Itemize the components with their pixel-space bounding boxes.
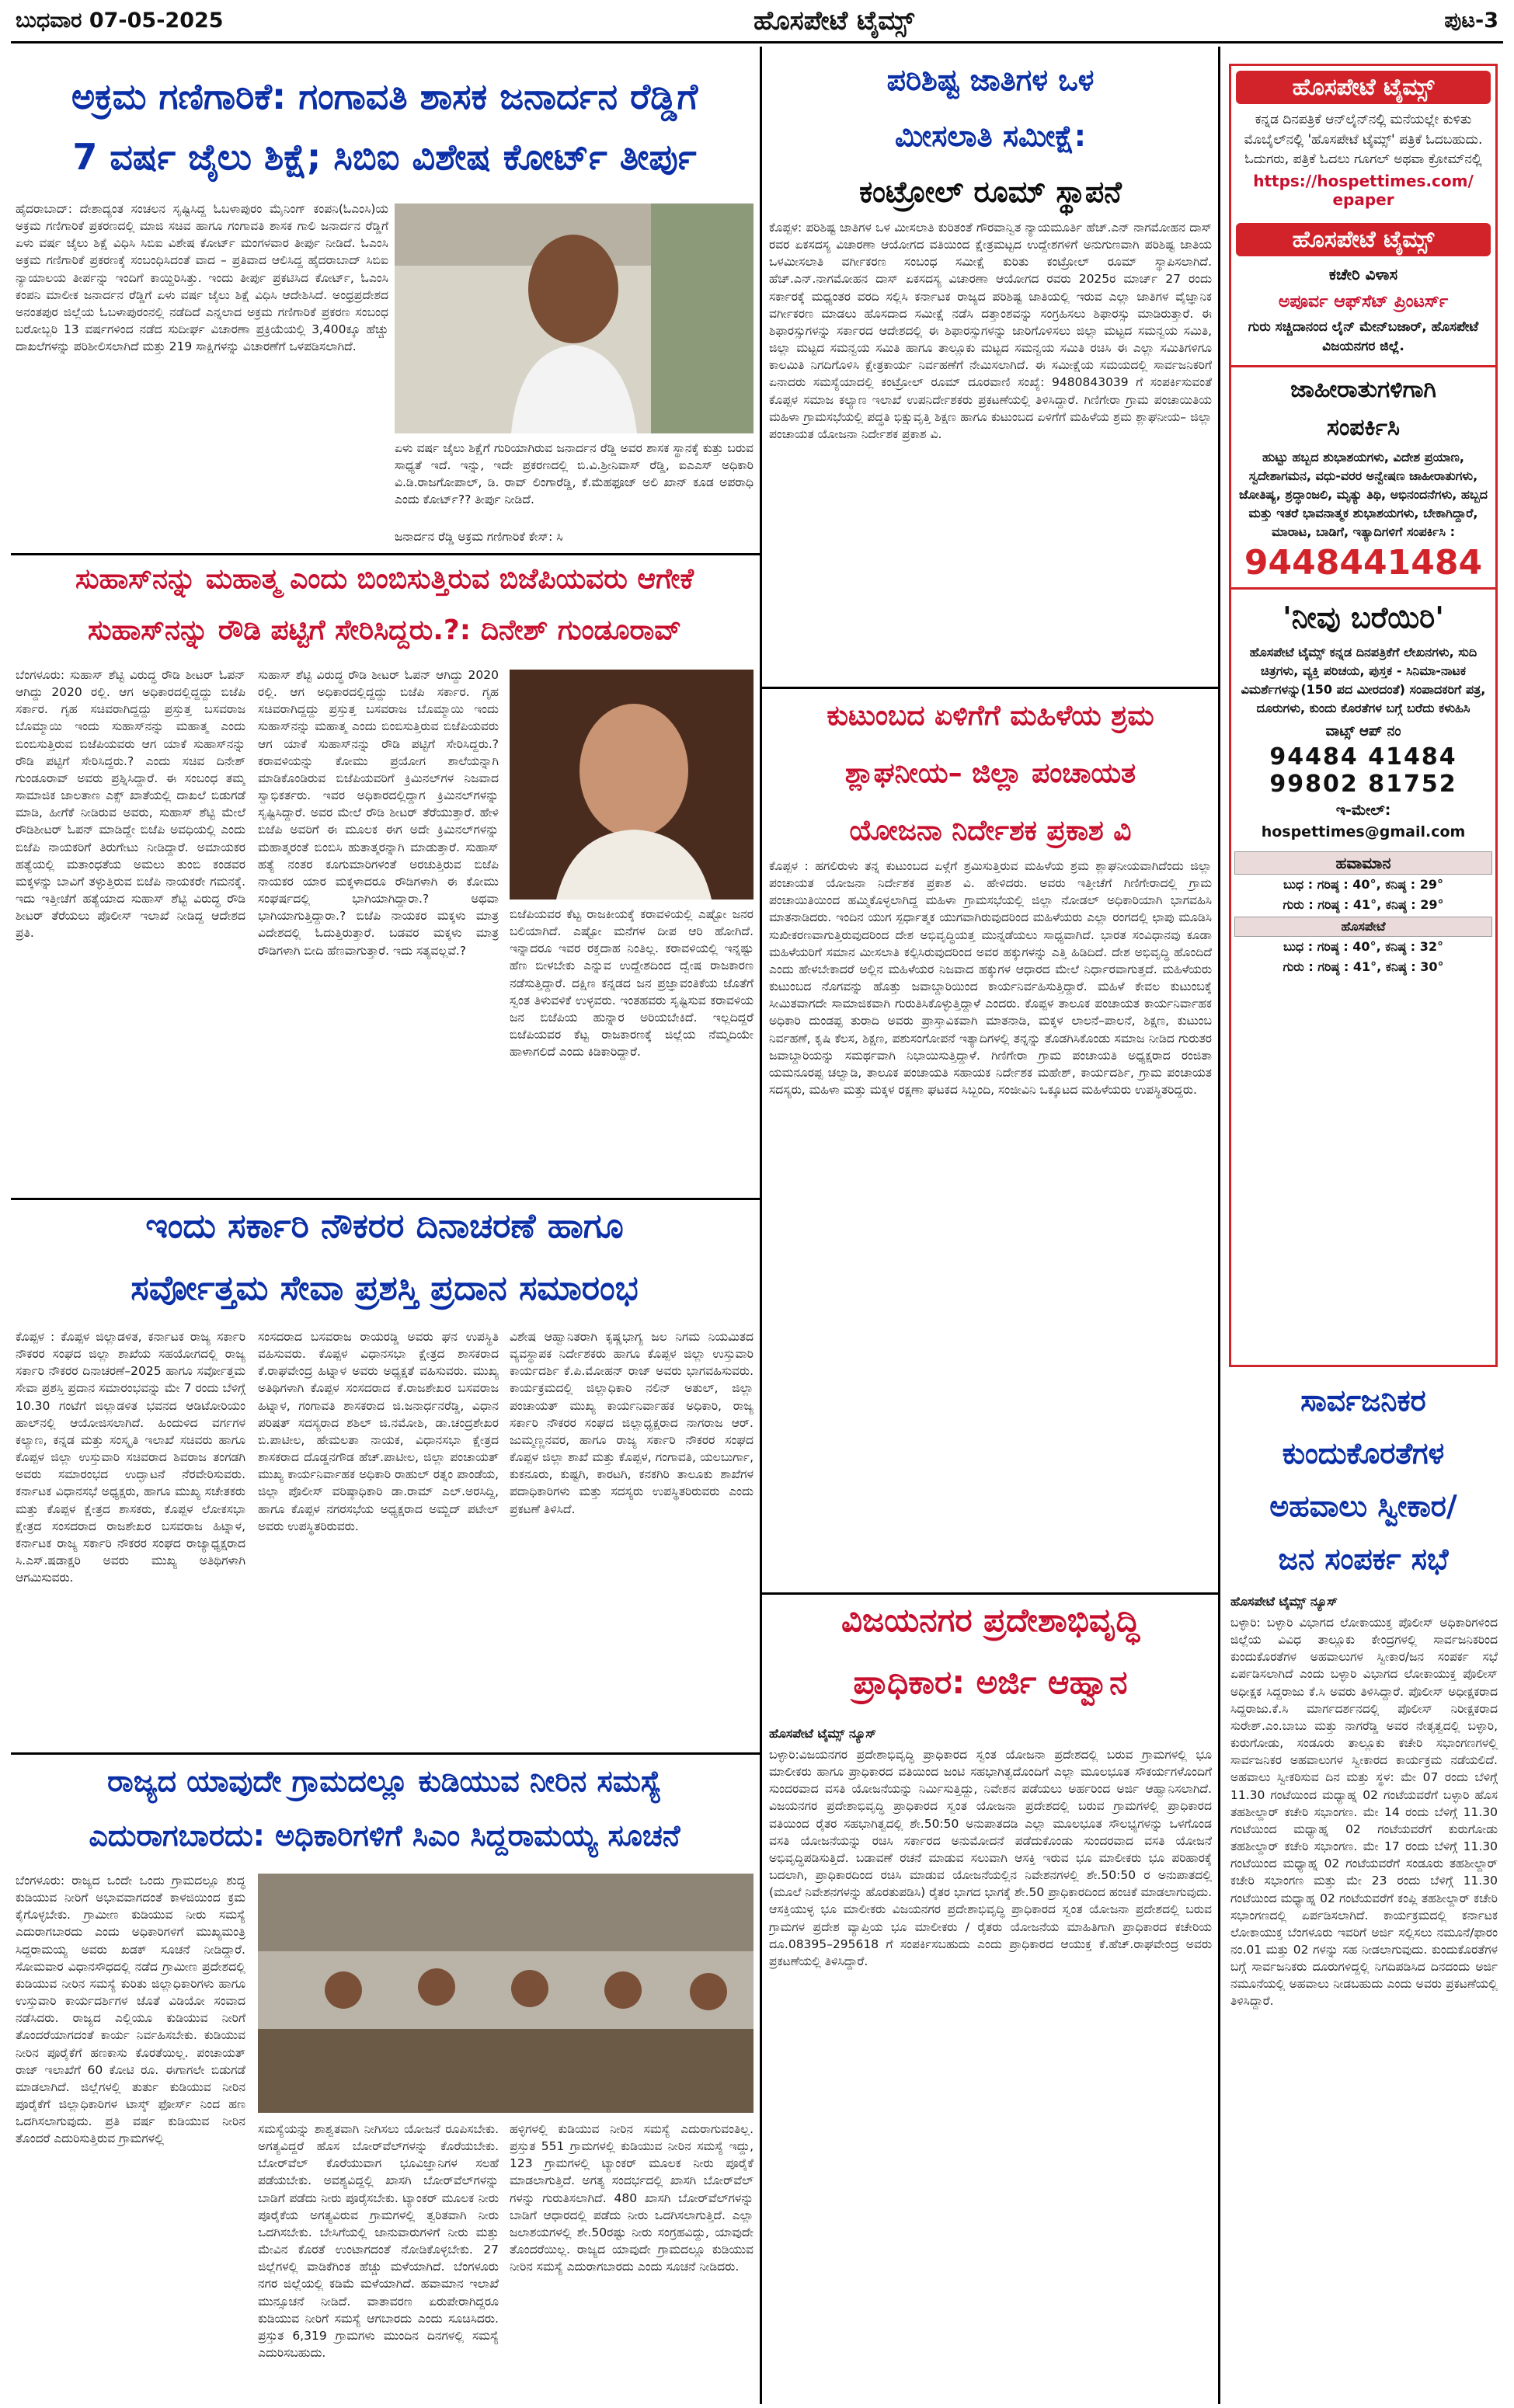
a2-headline-2: ಮೀಸಲಾತಿ ಸಮೀಕ್ಷೆ: [894,119,1086,153]
rule-a1 [11,553,760,555]
a6-headline-2: ಪ್ರಾಧಿಕಾರ: ಅರ್ಜಿ ಆಹ್ವಾನ [853,1663,1128,1701]
a5-headline-2: ಸರ್ವೋತ್ತಮ ಸೇವಾ ಪ್ರಶಸ್ತಿ ಪ್ರದಾನ ಸಮಾರಂಭ [131,1268,639,1308]
portrait-image [510,670,754,900]
a5-body-col-1: ಕೊಪ್ಪಳ : ಕೊಪ್ಪಳ ಜಿಲ್ಲಾಡಳಿತ, ಕರ್ನಾಟಕ ರಾಜ್ಯ ಸರ್ಕಾರಿ ನೌಕರರ ಸಂಘದ ಜಿಲ್ಲಾ ಶಾಖೆಯ ಸಹಯೋಗದಲ್ಲಿ ರಾಜ್ಯ ಸರ್ಕಾರಿ ನೌಕರರ ದಿನಾಚರಣೆ–2025 ಹಾಗೂ ಸರ್ವೋತ್ತಮ ಸೇವಾ ಪ್ರಶಸ್ತಿ ಪ್ರದಾನ ಸಮಾರಂಭವನ್ನು ಮೇ 7 ರಂದು ಬೆಳಿಗ್ಗೆ 10.30 ಗಂಟೆಗೆ ಜಿಲ್ಲಾಡಳಿತ ಭವನದ ಆಡಿಟೋರಿಯಂ ಹಾಲ್‌ನಲ್ಲಿ ಆಯೋಜಿಸಲಾಗಿದೆ. ಹಿಂದುಳಿದ ವರ್ಗಗಳ ಕಲ್ಯಾಣ, ಕನ್ನಡ ಮತ್ತು ಸಂಸ್ಕೃತಿ ಇಲಾಖೆ ಸಚಿವರು ಹಾಗೂ ಕೊಪ್ಪಳ ಜಿಲ್ಲಾ ಉಸ್ತುವಾರಿ ಸಚಿವರಾದ ಶಿವರಾಜ ತಂಗಡಗಿ ಅವರು ಸಮಾರಂಭದ ಉದ್ಘಾಟನೆ ನೆರವೇರಿಸುವರು. ಕರ್ನಾಟಕ ವಿಧಾನಸಭೆ ಅಧ್ಯಕ್ಷರು, ಹಾಗೂ ಮುಖ್ಯ ಸಚೇತಕರು ಮತ್ತು ಕೊಪ್ಪಳ ಕ್ಷೇತ್ರದ ಶಾಸಕರು, ಕೊಪ್ಪಳ ಲೋಕಸಭಾ ಕ್ಷೇತ್ರದ ಸಂಸದರಾದ ರಾಜಶೇಖರ ಬಸವರಾಜ ಹಿಟ್ನಾಳ, ಕರ್ನಾಟಕ ರಾಜ್ಯ ಸರ್ಕಾರಿ ನೌಕರರ ಸಂಘದ ರಾಜ್ಯಾಧ್ಯಕ್ಷರಾದ ಸಿ.ಎಸ್.ಷಡಾಕ್ಷರಿ ಅವರು ಮುಖ್ಯ ಅತಿಥಿಗಳಾಗಿ ಆಗಮಿಸುವರು. [16,1330,245,1585]
a2-body: ಕೊಪ್ಪಳ: ಪರಿಶಿಷ್ಟ ಜಾತಿಗಳ ಒಳ ಮೀಸಲಾತಿ ಕುರಿತಂತೆ ಗೌರವಾನ್ವಿತ ನ್ಯಾಯಮೂರ್ತಿ ಹೆಚ್.ಎನ್ ನಾಗಮೋಹನ ದಾಸ್ ರವರ ಏಕಸದಸ್ಯ ವಿಚಾರಣಾ ಆಯೋಗದ ವತಿಯಿಂದ ಕ್ಷೇತ್ರಮಟ್ಟದ ಉದ್ದೇಶಗಳಿಗೆ ಅನುಗುಣವಾಗಿ ಪರಿಶಿಷ್ಟ ಜಾತಿಯ ಒಳಮೀಸಲಾತಿ ವರ್ಗೀಕರಣ ಸಂಬಂಧ ಸಮೀಕ್ಷೆ ಕುರಿತು ಕಂಟ್ರೋಲ್ ರೂಮ್ ಸ್ಥಾಪಿಸಲಾಗಿದೆ. ಹೆಚ್.ಎನ್.ನಾಗಮೋಹನ ದಾಸ್ ಏಕಸದಸ್ಯ ವಿಚಾರಣಾ ಆಯೋಗದ ರವರು 2025ರ ಮಾರ್ಚ್ 27 ರಂದು ಸರ್ಕಾರಕ್ಕೆ ಮಧ್ಯಂತರ ವರದಿ ಸಲ್ಲಿಸಿ ಕರ್ನಾಟಕ ರಾಜ್ಯದ ಪರಿಶಿಷ್ಟ ಜಾತಿಯಲ್ಲಿ ಇರುವ ಎಲ್ಲಾ ಜಾತಿಗಳ ವೈಜ್ಞಾನಿಕ ವರ್ಗೀಕರಣ ಮಾಡಲು ಹೊಸದಾದ ಸಮೀಕ್ಷೆ ನಡೆಸಿ ದತ್ತಾಂಶವನ್ನು ಸಂಗ್ರಹಿಸಲು ಶಿಫಾರಸ್ಸು ಮಾಡಿರುತ್ತಾರೆ. ಈ ಶಿಫಾರಸ್ಸುಗಳನ್ನು ಸರ್ಕಾರದ ಆದೇಶದಲ್ಲಿ ಈ ಶಿಫಾರಸ್ಸುಗಳನ್ನು ಜಾರಿಗೊಳಿಸಲು ಜಿಲ್ಲಾ ಮಟ್ಟದ ಸಮನ್ವಯ ಸಮಿತಿ, ಜಿಲ್ಲಾ ಮಟ್ಟದ ಸಮನ್ವಯ ಸಮಿತಿ ಹಾಗೂ ತಾಲ್ಲೂಕು ಮಟ್ಟದ ಸಮನ್ವಯ ಸಮಿತಿ ರಚಿಸಿ ಈ ಎಲ್ಲಾ ಸಮಿತಿಗಳಿಗೂ ಕಾಲಮಿತಿ ನಿಗದಿಗೊಳಿಸಿ ಕ್ಷೇತ್ರಕಾರ್ಯ ನಿರ್ವಹಣೆಗೆ ನೇಮಿಸಲಾಗಿದೆ. ಈ ಸಮೀಕ್ಷೆಯ ಸಮಯದಲ್ಲಿ ಸಾರ್ವಜನಿಕರಿಗೆ ಏನಾದರು ಸಮಸ್ಯೆಯಾದಲ್ಲಿ ಕಂಟ್ರೋಲ್ ರೂಮ್ ದೂರವಾಣಿ ಸಂಖ್ಯೆ: 9480843039 ಗೆ ಸಂಪರ್ಕಿಸುವಂತೆ ಕೊಪ್ಪಳ ಸಮಾಜ ಕಲ್ಯಾಣ ಇಲಾಖೆ ಉಪನಿರ್ದೇಶಕರು ಪ್ರಕಟಣೆಯಲ್ಲಿ ತಿಳಿಸಿದ್ದಾರೆ. ಗಿಣಿಗೇರಾ ಗ್ರಾಮ ಪಂಚಾಯಿತಿಯ ಮಹಿಳಾ ಗ್ರಾಮಸಭೆಯಲ್ಲಿ ಪದ್ಧತಿ ಭಿಕ್ಷುವೃತ್ತಿ ಶಿಕ್ಷಣ ಹಾಗೂ ಕುಟುಂಬದ ಏಳಿಗೆಗೆ ಮಹಿಳೆಯ ಶ್ರಮ ಶ್ಲಾಘನೀಯ– ಜಿಲ್ಲಾ ಪಂಚಾಯತ ಯೋಜನಾ ನಿರ್ದೇಶಕ ಪ್ರಕಾಶ ವಿ. [769,221,1212,441]
a1-headline-2: 7 ವರ್ಷ ಜೈಲು ಶಿಕ್ಷೆ; ಸಿಬಿಐ ವಿಶೇಷ ಕೋರ್ಟ್ ತೀರ್ಪು [72,136,697,178]
a5-headline-1: ಇಂದು ಸರ್ಕಾರಿ ನೌಕರರ ದಿನಾಚರಣೆ ಹಾಗೂ [145,1206,624,1246]
a3-body-col-1: ಬೆಂಗಳೂರು: ಸುಹಾಸ್ ಶೆಟ್ಟಿ ವಿರುದ್ಧ ರೌಡಿ ಶೀಟರ್ ಓಪನ್ ಆಗಿದ್ದು 2020 ರಲ್ಲಿ. ಆಗ ಅಧಿಕಾರದಲ್ಲಿದ್ದದ್ದು ಬಿಜೆಪಿ ಸರ್ಕಾರ. ಗೃಹ ಸಚಿವರಾಗಿದ್ದದ್ದು ಪ್ರಸ್ತುತ್ತ ಬಸವರಾಜ ಬೊಮ್ಮಾಯಿ ಇಂದು ಸುಹಾಸ್‌ನನ್ನು ಮಹಾತ್ಮ ಎಂದು ಬಿಂಬಿಸುತ್ತಿರುವ ಬಿಜೆಪಿಯವರು ಆಗ ಯಾಕೆ ಸುಹಾಸ್‌ನನ್ನು ರೌಡಿ ಪಟ್ಟಿಗೆ ಸೇರಿಸಿದ್ದರು.? ಎಂದು ಸಚಿವ ದಿನೇಶ್ ಗುಂಡೂರಾವ್ ಅವರು ಪ್ರಶ್ನಿಸಿದ್ದಾರೆ. ಈ ಸಂಬಂಧ ತಮ್ಮ ಸಾಮಾಜಿಕ ಜಾಲತಾಣ ಎಕ್ಸ್ ಖಾತೆಯಲ್ಲಿ ದಾಖಲೆ ಬಿಡುಗಡೆ ಮಾಡಿ, ಹೀಗೆಕೆ ನೀಡಿರುವ ಅವರು, ಸುಹಾಸ್ ಶೆಟ್ಟಿ ಮೇಲೆ ರೌಡಿಶೀಟರ್ ಓಪನ್ ಮಾಡಿದ್ದೇ ಬಿಜೆಪಿ ಅವಧಿಯಲ್ಲಿ ಎಂದು ಬಿಜೆಪಿ ನಾಯಕರಿಗೆ ತಿರುಗೇಟು ನೀಡಿದ್ದಾರೆ. ಅಮಾಯಕರ ಹತ್ಯೆಯಲ್ಲಿ ಮತಾಂಧತೆಯ ಅಮಲು ತುಂಬಿ ಕಂಡವರ ಮಕ್ಕಳನ್ನು ಬಾವಿಗೆ ತಳ್ಳುತ್ತಿರುವ ಬಿಜೆಪಿ ನಾಯಕರೇ ಗಮನಕ್ಕೆ. ಇದು ಇತ್ತೀಚೆಗೆ ಹತ್ಯೆಯಾದ ಸುಹಾಸ್ ಶೆಟ್ಟಿ ವಿರುದ್ಧ ರೌಡಿ ಶೀಟರ್ ತೆರೆಯಲು ಪೊಲೀಸ್ ಇಲಾಖೆ ನೀಡಿದ್ದ ಆದೇಶದ ಪ್ರತಿ. [16,668,245,941]
a3-headline-1: ಸುಹಾಸ್‌ನನ್ನು ಮಹಾತ್ಮ ಎಂದು ಬಿಂಬಿಸುತ್ತಿರುವ ಬಿಜೆಪಿಯವರು ಆಗೇಕೆ [75,563,694,595]
a8-headline-3: ಅಹವಾಲು ಸ್ವೀಕಾರ/ [1269,1489,1457,1523]
weather-row-3: ಬುಧ : ಗರಿಷ್ಠ : 40°, ಕನಿಷ್ಠ : 32° [1283,938,1443,954]
ads-title-1: ಜಾಹೀರಾತುಗಳಿಗಾಗಿ [1290,375,1436,403]
meeting-image [258,1874,754,2113]
email[interactable]: ಇ-ಮೇಲ್: hospettimes@gmail.com [1261,801,1466,840]
epaper-text: ಕನ್ನಡ ದಿನಪತ್ರಿಕೆ ಆನ್‌ಲೈನ್‌ನಲ್ಲಿ ಮನೆಯಲ್ಲೇ ಕುಳಿತು ಮೊಬೈಲ್‌ನಲ್ಲಿ 'ಹೊಸಪೇಟೆ ಟೈಮ್ಸ್' ಪತ್ರಿಕೆ ಓದಬಹುದು. ಓದುಗರು, ಪತ್ರಿಕೆ ಓದಲು ಗೂಗಲ್ ಅಥವಾ ಕ್ರೋಮ್‌ನಲ್ಲಿ [1244,112,1483,167]
a8-headline-2: ಕುಂದುಕೊರತೆಗಳ [1282,1436,1445,1470]
rule-a5 [11,1752,760,1755]
epaper-word[interactable]: epaper [1332,190,1394,209]
a8-headline-1: ಸಾರ್ವಜನಿಕರ [1300,1383,1426,1418]
sidebar-brand-1: ಹೊಸಪೇಟೆ ಟೈಮ್ಸ್ [1236,71,1491,104]
a7-body-col-2: ಸಮಸ್ಯೆಯನ್ನು ಶಾಶ್ವತವಾಗಿ ನೀಗಿಸಲು ಯೋಜನೆ ರೂಪಿಸಬೇಕು. ಅಗತ್ಯವಿದ್ದರೆ ಹೊಸ ಬೋರ್‌ವೆಲ್‌ಗಳನ್ನು ಕೊರೆಯಬೇಕು. ಬೋರ್‌ವೆಲ್ ಕೊರೆಯುವಾಗ ಭೂವಿಜ್ಞಾನಿಗಳ ಸಲಹೆ ಪಡೆಯಬೇಕು. ಅವಶ್ಯವಿದ್ದಲ್ಲಿ ಖಾಸಗಿ ಬೋರ್‌ವೆಲ್‌ಗಳನ್ನು ಬಾಡಿಗೆ ಪಡೆದು ನೀರು ಪೂರೈಸಬೇಕು. ಟ್ಯಾಂಕರ್ ಮೂಲಕ ನೀರು ಪೂರೈಕೆಯ ಅಗತ್ಯವಿರುವ ಗ್ರಾಮಗಳಲ್ಲಿ ತ್ವರಿತವಾಗಿ ನೀರು ಒದಗಿಸಬೇಕು. ಬೇಸಿಗೆಯಲ್ಲಿ ಜಾನುವಾರುಗಳಿಗೆ ನೀರು ಮತ್ತು ಮೇವಿನ ಕೊರತೆ ಉಂಟಾಗದಂತೆ ನೋಡಿಕೊಳ್ಳಬೇಕು. 27 ಜಿಲ್ಲೆಗಳಲ್ಲಿ ವಾಡಿಕೆಗಿಂತ ಹೆಚ್ಚು ಮಳೆಯಾಗಿದೆ. ಬೆಂಗಳೂರು ನಗರ ಜಿಲ್ಲೆಯಲ್ಲಿ ಕಡಿಮೆ ಮಳೆಯಾಗಿದೆ. ಹವಾಮಾನ ಇಲಾಖೆ ಮುನ್ಸೂಚನೆ ನೀಡಿದೆ. ವಾತಾವರಣ ಏರುಪೇರಾಗಿದ್ದರೂ ಕುಡಿಯುವ ನೀರಿಗೆ ಸಮಸ್ಯೆ ಆಗಬಾರದು ಎಂದು ಸೂಚಿಸಿದರು. ಪ್ರಸ್ತುತ 6,319 ಗ್ರಾಮಗಳು ಮುಂದಿನ ದಿನಗಳಲ್ಲಿ ಸಮಸ್ಯೆ ಎದುರಿಸಬಹುದು. [258,2122,499,2361]
sidebar-box [1229,64,1498,1367]
phone-2: 99802 81752 [1269,770,1457,798]
masthead-date: ಬುಧವಾರ 07-05-2025 [16,8,224,33]
write-to-us-title: 'ನೀವು ಬರೆಯಿರಿ' [1283,600,1444,635]
a6-body: ಬಳ್ಳಾರಿ:ವಿಜಯನಗರ ಪ್ರದೇಶಾಭಿವೃದ್ಧಿ ಪ್ರಾಧಿಕಾರದ ಸ್ವಂತ ಯೋಜನಾ ಪ್ರದೇಶದಲ್ಲಿ ಬರುವ ಗ್ರಾಮಗಳಲ್ಲಿ ಭೂ ಮಾಲೀಕರು ಹಾಗೂ ಪ್ರಾಧಿಕಾರದ ವತಿಯಿಂದ ಜಂಟಿ ಸಹಭಾಗಿತ್ವದೊಂದಿಗೆ ಎಲ್ಲಾ ಮೂಲಭೂತ ಸೌಕರ್ಯಗಳೊಂದಿಗೆ ಸುಂದರವಾದ ವಸತಿ ಯೋಜನೆಯನ್ನು ನಿರ್ಮಿಸುತ್ತಿದ್ದು, ನಿವೇಶನ ಪಡೆಯಲು ಅರ್ಹರಿಂದ ಅರ್ಜಿ ಆಹ್ವಾನಿಸಲಾಗಿದೆ. ವಿಜಯನಗರ ಪ್ರದೇಶಾಭಿವೃದ್ಧಿ ಪ್ರಾಧಿಕಾರದ ಸ್ವಂತ ಯೋಜನಾ ಪ್ರದೇಶದಲ್ಲಿ ಬರುವ ಗ್ರಾಮಗಳಲ್ಲಿ ಪ್ರಾಧಿಕಾರದ ವತಿಯಿಂದ ರೈತರ ಸಹಭಾಗಿತ್ವದಲ್ಲಿ ಶೇ.50:50 ಅನುಪಾತದಡಿ ಎಲ್ಲಾ ಮೂಲಭೂತ ಸೌಲಭ್ಯಗಳನ್ನು ಒಳಗೊಂಡ ವಸತಿ ಯೋಜನೆಯನ್ನು ರಚಿಸಿ ಸರ್ಕಾರದ ಅನುಮೋದನೆ ಪಡೆದುಕೊಂಡು ಸುಂದರವಾದ ವಸತಿ ಯೋಜನೆ ಅಭಿವೃದ್ಧಿಪಡಿಸುತ್ತಿದೆ. ಬಡಾವಣೆ ರಚನೆ ಮಾಡುವ ಸಲುವಾಗಿ ಆಸಕ್ತಿ ಇರುವ ಭೂ ಮಾಲೀಕರು ಭೂ ಪರಿಹಾರಕ್ಕೆ ಬದಲಾಗಿ, ಪ್ರಾಧಿಕಾರದಿಂದ ರಚಿಸಿ ಮಾಡುವ ಯೋಜನೆಯಲ್ಲಿನ ನಿವೇಶನಗಳಲ್ಲಿ ಶೇ.50:50 ರ ಅನುಪಾತದಲ್ಲಿ (ಮೂಲೆ ನಿವೇಶನಗಳನ್ನು ಹೊರತುಪಡಿಸಿ) ರೈತರ ಭಾಗದ ಭಾಗಕ್ಕೆ ಶೇ.50 ಪ್ರಾಧಿಕಾರದಿಂದ ಹಂಚಿಕೆ ಮಾಡಲಾಗುವುದು. ಆಸಕ್ತಿಯುಳ್ಳ ಭೂ ಮಾಲೀಕರು ವಿಜಯನಗರ ಪ್ರದೇಶಾಭಿವೃದ್ಧಿ ಪ್ರಾಧಿಕಾರದ ಸ್ವಂತ ಯೋಜನಾ ಪ್ರದೇಶದಲ್ಲಿ ಬರುವ ಗ್ರಾಮಗಳ ಪ್ರದೇಶ ವ್ಯಾಪ್ತಿಯ ಭೂ ಮಾಲೀಕರು / ರೈತರು ಯೋಜನೆಯ ಮಾಹಿತಿಗಾಗಿ ಪ್ರಾಧಿಕಾರದ ಕಚೇರಿಯ ದೂ.08395–295618 ಗೆ ಸಂಪರ್ಕಿಸಬಹುದು ಎಂದು ಪ್ರಾಧಿಕಾರದ ಆಯುಕ್ತ ಕೆ.ಹೆಚ್.ರಾಘವೇಂದ್ರ ಅವರು ಪ್ರಕಟಣೆಯಲ್ಲಿ ತಿಳಿಸಿದ್ದಾರೆ. [769,1748,1212,1968]
whatsapp-label: ವಾಟ್ಸ್ ಆಪ್ ನಂ [1325,722,1401,739]
weather-row-2: ಗುರು : ಗರಿಷ್ಠ : 41°, ಕನಿಷ್ಠ : 29° [1283,896,1444,912]
a7-photo [258,1874,754,2113]
masthead-page-number: ಪುಟ-3 [1444,8,1498,33]
epaper-url[interactable]: https://hospettimes.com/ [1253,171,1474,190]
a2-headline-1: ಪರಿಶಿಷ್ಟ ಜಾತಿಗಳ ಒಳ [886,63,1095,97]
write-to-us-text: ಹೊಸಪೇಟೆ ಟೈಮ್ಸ್ ಕನ್ನಡ ದಿನಪತ್ರಿಕೆಗೆ ಲೇಖನಗಳು, ಸುದಿ ಚಿತ್ರಗಳು, ವ್ಯಕ್ತಿ ಪರಿಚಯ, ಪುಸ್ತಕ - ಸಿನಿಮಾ-ನಾಟಕ ವಿಮರ್ಶೆಗಳನ್ನು(150 ಪದ ಮೀರದಂತೆ) ಸಂಪಾದಕರಿಗೆ ಪತ್ರ, ದೂರುಗಳು, ಕುಂದು ಕೊರತೆಗಳ ಬಗ್ಗೆ ಬರೆದು ಕಳುಹಿಸಿ [1241,644,1486,715]
a1-body: ಹೈದರಾಬಾದ್: ದೇಶಾದ್ಯಂತ ಸಂಚಲನ ಸೃಷ್ಟಿಸಿದ್ದ ಓಬಳಾಪುರಂ ಮೈನಿಂಗ್ ಕಂಪನಿ(ಓಎಂಸಿ)ಯ ಅಕ್ರಮ ಗಣಿಗಾರಿಕೆ ಪ್ರಕರಣದಲ್ಲಿ ಮಾಜಿ ಸಚಿವ ಹಾಗೂ ಗಂಗಾವತಿ ಶಾಸಕ ಗಾಲಿ ಜನಾರ್ದನ ರೆಡ್ಡಿಗೆ ಏಳು ವರ್ಷ ಜೈಲು ಶಿಕ್ಷೆ ವಿಧಿಸಿ ಸಿಬಿಐ ವಿಶೇಷ ಕೋರ್ಟ್ ಮಂಗಳವಾರ ತೀರ್ಪು ನೀಡಿದೆ. ಓಎಂಸಿ ಅಕ್ರಮ ಗಣಿಗಾರಿಕೆ ಪ್ರಕರಣಕ್ಕೆ ಸಂಬಂಧಿಸಿದಂತೆ ವಾದ – ಪ್ರತಿವಾದ ಆಲಿಸಿದ್ದ ಹೈದರಾಬಾದ್ ಸಿಬಿಐ ನ್ಯಾಯಾಲಯ ತೀರ್ಪನ್ನು ಇಂದಿಗೆ ಕಾಯ್ದಿರಿಸಿತ್ತು. ಇಂದು ತೀರ್ಪು ಪ್ರಕಟಿಸಿದ ಕೋರ್ಟ್, ಓಎಂಸಿ ಕಂಪನಿ ಮಾಲೀಕ ಜನಾರ್ದನ ರೆಡ್ಡಿಗೆ ಏಳು ವರ್ಷ ಜೈಲು ಶಿಕ್ಷೆ ವಿಧಿಸಿ ಆದೇಶಿಸಿದೆ. ಅಂಧ್ರಪ್ರದೇಶದ ಅನಂತಪುರ ಜಿಲ್ಲೆಯ ಓಬಳಾಪುರಂನಲ್ಲಿ ನಡೆದಿದೆ ಎನ್ನಲಾದ ಅಕ್ರಮ ಗಣಿಗಾರಿಕೆ ಪ್ರಕರಣ ಸಂಬಂಧ ಬರೋಬ್ಬರಿ 13 ವರ್ಷಗಳಿಂದ ನಡೆದ ಸುದೀರ್ಘ ವಿಚಾರಣಾ ಪ್ರಕ್ರಿಯೆಯಲ್ಲಿ 3,400ಕ್ಕೂ ಹೆಚ್ಚು ದಾಖಲೆಗಳನ್ನು ಪರಿಶೀಲಿಸಲಾಗಿದೆ ಮತ್ತು 219 ಸಾಕ್ಷಿಗಳನ್ನು ವಿಚಾರಣೆಗೆ ಒಳಪಡಿಸಲಾಗಿದೆ. [16,202,388,354]
a4-body: ಕೊಪ್ಪಳ : ಹಗಲಿರುಳು ತನ್ನ ಕುಟುಂಬದ ಏಳ್ಗೆಗೆ ಶ್ರಮಿಸುತ್ತಿರುವ ಮಹಿಳೆಯ ಶ್ರಮ ಶ್ಲಾಘನೀಯವಾಗಿದೆಂದು ಜಿಲ್ಲಾ ಪಂಚಾಯತ ಯೋಜನಾ ನಿರ್ದೇಶಕ ಪ್ರಕಾಶ ವಿ. ಹೇಳಿದರು. ಅವರು ಇತ್ತೀಚೆಗೆ ಗಿಣಿಗೇರಾದಲ್ಲಿ ಗ್ರಾಮ ಪಂಚಾಯಿತಿಯಿಂದ ಹಮ್ಮಿಕೊಳ್ಳಲಾಗಿದ್ದ ಮಹಿಳಾ ಗ್ರಾಮಸಭೆಯಲ್ಲಿ ಜಿಲ್ಲಾ ನೋಡಲ್ ಅಧಿಕಾರಿಯಾಗಿ ಭಾಗವಹಿಸಿ ಮಾತನಾಡಿದರು. ಇಂದಿನ ಯುಗ ಸ್ಪರ್ಧಾತ್ಮಕ ಯುಗವಾಗಿರುವುದರಿಂದ ಮಹಿಳೆಯರು ಎಲ್ಲಾ ರಂಗದಲ್ಲಿ ಛಾಪು ಮೂಡಿಸಿ ಸುಖೀಕರಣವಾಗುತ್ತಿರುವುದರಿಂದ ದೇಶ ಅಭಿವೃದ್ಧಿಯತ್ತ ಮುನ್ನಡೆಯಲು ಸಾಧ್ಯವಾಗಿದೆ. ಭಾರತ ಸಂವಿಧಾನವು ಕೂಡಾ ಮಹಿಳೆಯರಿಗೆ ಸಮಾನ ಮೀಸಲಾತಿ ಕಲ್ಪಿಸಿರುವುದರಿಂದ ಅವರ ಹಕ್ಕುಗಳನ್ನು ಎತ್ತಿ ಹಿಡಿದಿದೆ. ದೇಶ ಅಭಿವೃದ್ಧಿ ಹೊಂದಿದೆ ಎಂದು ಹೇಳಬೇಕಾದರೆ ಅಲ್ಲಿನ ಮಹಿಳೆಯರ ನಿಜವಾದ ಹಕ್ಕುಗಳ ಆಧಾರದ ಮೇಲೆ ನಿರ್ಧಾರವಾಗುತ್ತದೆ. ಮಹಿಳೆಯರು ಕುಟುಂಬದ ನೊಗವನ್ನು ಹೊತ್ತು ಜವಾಬ್ದಾರಿಯಿಂದ ಕಾರ್ಯನಿರ್ವಹಿಸುತ್ತಿದ್ದಾರೆ. ಮಹಿಳೆ ಕೇವಲ ಕುಟುಂಬಕ್ಕೆ ಸೀಮಿತವಾಗದೇ ಸಾಮಾಜಿಕವಾಗಿ ಗುರುತಿಸಿಕೊಳ್ಳುತ್ತಿದ್ದಾಳೆ ಎಂದರು. ಕೊಪ್ಪಳ ತಾಲೂಕ ಪಂಚಾಯತ ಕಾರ್ಯನಿರ್ವಾಹಕ ಅಧಿಕಾರಿ ದುಂಡಪ್ಪ ತುರಾದಿ ಅವರು ಪ್ರಾಸ್ತಾವಿಕವಾಗಿ ಮಾತನಾಡಿ, ಮಕ್ಕಳ ಲಾಲನೆ–ಪಾಲನೆ, ಶಿಕ್ಷಣ, ಕುಟುಂಬ ನಿರ್ವಹಣೆ, ಕೃಷಿ ಕೆಲಸ, ಶಿಕ್ಷಣ, ಪಶುಸಂಗೋಪನೆ ಇತ್ಯಾದಿಗಳಲ್ಲಿ ತನ್ನನ್ನು ತೊಡಗಿಸಿಕೊಂಡು ಸಮಾಜ ನೀಡಿದ ಗುರುತರ ಜವಾಬ್ದಾರಿಯನ್ನು ಸಮರ್ಥವಾಗಿ ನಿಭಾಯಿಸುತ್ತಿದ್ದಾಳೆ. ಗಿಣಿಗೇರಾ ಗ್ರಾಮ ಪಂಚಾಯತಿ ಅಧ್ಯಕ್ಷರಾದ ರಂಜಿತಾ ಯಮನೂರಪ್ಪ ಚಲ್ವಾಡಿ, ತಾಲೂಕ ಪಂಚಾಯತಿ ಸಹಾಯಕ ನಿರ್ದೇಶಕ ಮಹೇಶ್, ಕಾರ್ಯದರ್ಶಿ, ಗ್ರಾಮ ಪಂಚಾಯತ ಸದಸ್ಯರು, ಮಹಿಳಾ ಮತ್ತು ಮಕ್ಕಳ ರಕ್ಷಣಾ ಘಟಕದ ಸಿಬ್ಬಂದಿ, ಸಂಜೀವಿನಿ ಒಕ್ಕೂಟದ ಮಹಿಳೆಯರು ಉಪಸ್ಥಿತರಿದ್ದರು. [769,859,1212,1098]
a4-headline-3: ಯೋಜನಾ ನಿರ್ದೇಶಕ ಪ್ರಕಾಶ ವಿ [849,815,1132,847]
a6-byline: ಹೊಸಪೇಟೆ ಟೈಮ್ಸ್ ನ್ಯೂಸ್ [769,1726,876,1741]
ads-phone: 9448441484 [1244,542,1483,583]
a3-body-col-2: ಸುಹಾಸ್ ಶೆಟ್ಟಿ ವಿರುದ್ಧ ರೌಡಿ ಶೀಟರ್ ಓಪನ್ ಆಗಿದ್ದು 2020 ರಲ್ಲಿ. ಆಗ ಅಧಿಕಾರದಲ್ಲಿದ್ದದ್ದು ಬಿಜೆಪಿ ಸರ್ಕಾರ. ಗೃಹ ಸಚಿವರಾಗಿದ್ದದ್ದು ಪ್ರಸ್ತುತ್ತ ಬಸವರಾಜ ಬೊಮ್ಮಾಯಿ ಇಂದು ಸುಹಾಸ್‌ನನ್ನು ಮಹಾತ್ಮ ಎಂದು ಬಿಂಬಿಸುತ್ತಿರುವ ಬಿಜೆಪಿಯವರು ಆಗ ಯಾಕೆ ಸುಹಾಸ್‌ನನ್ನು ರೌಡಿ ಪಟ್ಟಿಗೆ ಸೇರಿಸಿದ್ದರು.? ಕರಾವಳಿಯನ್ನು ಕೋಮು ಪ್ರಯೋಗ ಶಾಲೆಯನ್ನಾಗಿ ಮಾಡಿಕೊಂಡಿರುವ ಬಿಜೆಪಿಯವರಿಗೆ ಕ್ರಿಮಿನಲ್‌ಗಳ ನಿಜವಾದ ಸ್ವಾಭಿಕರ್ತರು. ಇವರ ಅಧಿಕಾರದಲ್ಲಿದ್ದಾಗ ಕ್ರಿಮಿನಲ್‌ಗಳನ್ನು ಸೃಷ್ಟಿಸಿದ್ದಾರೆ. ಅವರ ಮೇಲೆ ರೌಡಿ ಶೀಟರ್ ತೆರೆಯುತ್ತಾರೆ. ಹೇಳಿ ಬಿಜೆಪಿ ಅವರಿಗೆ ಈ ಮೂಲಕ ಈಗ ಅದೇ ಕ್ರಿಮಿನಲ್‌ಗಳನ್ನು ಮಹಾತ್ಮರಂತೆ ಬಿಂಬಿಸಿ ಹುತಾತ್ಮರನ್ನಾಗಿ ಮಾಡುತ್ತಾರೆ. ಸುಹಾಸ್ ಹತ್ಯೆ ನಂತರ ಕೂಗುಮಾರಿಗಳಂತೆ ಅರಚುತ್ತಿರುವ ಬಿಜೆಪಿ ನಾಯಕರ ಯಾರ ಮಕ್ಕಳಾದರೂ ರೌಡಿಗಳಾಗಿ ಈ ಕೋಮು ಸಂಘರ್ಷದಲ್ಲಿ ಭಾಗಿಯಾಗಿದ್ದಾರಾ.? ಅಥವಾ ಭಾಗಿಯಾಗುತ್ತಿದ್ದಾರಾ.? ಬಿಜೆಪಿ ನಾಯಕರ ಮಕ್ಕಳು ಮಾತ್ರ ವಿದೇಶದಲ್ಲಿ ಓದುತ್ತಿರುತ್ತಾರೆ. ಬಡವರ ಮಕ್ಕಳು ಮಾತ್ರ ರೌಡಿಗಳಾಗಿ ಬೀದಿ ಹೆಣವಾಗುತ್ತಾರೆ. ಇದು ಸತ್ಯವಲ್ಲವೆ.? [258,668,499,958]
rule-a4 [760,1592,1218,1595]
rule-a2 [760,687,1218,689]
a8-byline: ಹೊಸಪೇಟೆ ಟೈಮ್ಸ್ ನ್ಯೂಸ್ [1230,1594,1338,1609]
office-name: ಅಪೂರ್ವ ಆಫ್‌ಸೆಟ್ ಪ್ರಿಂಟರ್ಸ್ [1278,291,1449,311]
rule-a3 [11,1198,760,1200]
portrait-image [395,204,754,433]
a6-headline-1: ವಿಜಯನಗರ ಪ್ರದೇಶಾಭಿವೃದ್ಧಿ [841,1601,1140,1639]
a2-headline-3: ಕಂಟ್ರೋಲ್ ರೂಮ್ ಸ್ಥಾಪನೆ [859,175,1122,209]
ads-title-2: ಸಂಪರ್ಕಿಸಿ [1327,413,1400,441]
a5-body-col-2: ಸಂಸದರಾದ ಬಸವರಾಜ ರಾಯರಡ್ಡಿ ಅವರು ಘನ ಉಪಸ್ಥಿತಿ ವಹಿಸುವರು. ಕೊಪ್ಪಳ ವಿಧಾನಸಭಾ ಕ್ಷೇತ್ರದ ಶಾಸಕರಾದ ಕೆ.ರಾಘವೇಂದ್ರ ಹಿಟ್ನಾಳ ಅವರು ಅಧ್ಯಕ್ಷತೆ ವಹಿಸುವರು. ಮುಖ್ಯ ಅತಿಥಿಗಳಾಗಿ ಕೊಪ್ಪಳ ಸಂಸದರಾದ ಕೆ.ರಾಜಶೇಖರ ಬಸವರಾಜ ಹಿಟ್ನಾಳ, ಗಂಗಾವತಿ ಶಾಸಕರಾದ ಜಿ.ಜನಾರ್ಧನರೆಡ್ಡಿ, ವಿಧಾನ ಪರಿಷತ್ ಸದಸ್ಯರಾದ ಶಶಿಲ್ ಜಿ.ನಮೋಶಿ, ಡಾ.ಚಂದ್ರಶೇಖರ ಬಿ.ಪಾಟೀಲ, ಹೇಮಲತಾ ನಾಯಕ, ವಿಧಾನಸಭಾ ಕ್ಷೇತ್ರದ ಶಾಸಕರಾದ ದೊಡ್ಡನಗೌಡ ಹೆಚ್.ಪಾಟೀಲ, ಜಿಲ್ಲಾ ಪಂಚಾಯತ್ ಮುಖ್ಯ ಕಾರ್ಯನಿರ್ವಾಹಕ ಅಧಿಕಾರಿ ರಾಹುಲ್ ರತ್ನಂ ಪಾಂಡೆಯ, ಜಿಲ್ಲಾ ಪೊಲೀಸ್ ವರಿಷ್ಠಾಧಿಕಾರಿ ಡಾ.ರಾಮ್ ಎಲ್.ಅರಸಿದ್ದಿ, ಹಾಗೂ ಕೊಪ್ಪಳ ನಗರಸಭೆಯ ಅಧ್ಯಕ್ಷರಾದ ಅಮ್ಜದ್ ಪಟೇಲ್ ಅವರು ಉಪಸ್ಥಿತರಿರುವರು. [258,1330,499,1533]
office-address: ಗುರು ಸಚ್ಚಿದಾನಂದ ಲೈನ್ ಮೇನ್‌ಬಜಾರ್, ಹೊಸಪೇಟೆ ವಿಜಯನಗರ ಜಿಲ್ಲೆ. [1248,318,1479,354]
column-rule-1 [760,47,762,2404]
a5-body-col-3: ವಿಶೇಷ ಆಹ್ವಾನಿತರಾಗಿ ಕೃಷ್ಣಭಾಗ್ಯ ಜಲ ನಿಗಮ ನಿಯಮಿತದ ವ್ಯವಸ್ಥಾಪಕ ನಿರ್ದೇಶಕರು ಹಾಗೂ ಕೊಪ್ಪಳ ಜಿಲ್ಲಾ ಉಸ್ತುವಾರಿ ಕಾರ್ಯದರ್ಶಿ ಕೆ.ಪಿ.ಮೋಹನ್ ರಾಜ್ ಅವರು ಭಾಗವಹಿಸುವರು. ಕಾರ್ಯಕ್ರಮದಲ್ಲಿ ಜಿಲ್ಲಾಧಿಕಾರಿ ನಲಿನ್ ಅತುಲ್, ಜಿಲ್ಲಾ ಪಂಚಾಯತ್ ಮುಖ್ಯ ಕಾರ್ಯನಿರ್ವಾಹಕ ಅಧಿಕಾರಿ, ರಾಜ್ಯ ಸರ್ಕಾರಿ ನೌಕರರ ಸಂಘದ ಜಿಲ್ಲಾಧ್ಯಕ್ಷರಾದ ನಾಗರಾಜ ಆರ್. ಜುಮ್ಮಣ್ಣನವರ, ಹಾಗೂ ರಾಜ್ಯ ಸರ್ಕಾರಿ ನೌಕರರ ಸಂಘದ ಕೊಪ್ಪಳ ಜಿಲ್ಲಾ ಶಾಖೆ ಮತ್ತು ಕೊಪ್ಪಳ, ಗಂಗಾವತಿ, ಯಲಬುರ್ಗಾ, ಕುಕನೂರು, ಕುಷ್ಟಗಿ, ಕಾರಟಗಿ, ಕನಕಗಿರಿ ತಾಲೂಕು ಶಾಖೆಗಳ ಪದಾಧಿಕಾರಿಗಳು ಮತ್ತು ಸದಸ್ಯರು ಉಪಸ್ಥಿತರಿರುವರು ಎಂದು ಪ್ರಕಟಣೆ ತಿಳಿಸಿದೆ. [510,1330,754,1516]
a3-body-col-3: ಬಿಜೆಪಿಯವರ ಕೆಟ್ಟ ರಾಜಕೀಯಕ್ಕೆ ಕರಾವಳಿಯಲ್ಲಿ ಎಷ್ಟೋ ಜನರ ಬಲಿಯಾಗಿದೆ. ಎಷ್ಟೋ ಮನೆಗಳ ದೀಪ ಆರಿ ಹೋಗಿದೆ. ಇನ್ನಾದರೂ ಇವರ ರಕ್ತದಾಹ ನಿಂತಿಲ್ಲ. ಕರಾವಳಿಯಲ್ಲಿ ಇನ್ನಷ್ಟು ಹೆಣ ಬೀಳಬೇಕು ಎನ್ನುವ ಉದ್ದೇಶದಿಂದ ದ್ವೇಷ ರಾಜಕಾರಣ ನಡೆಸುತ್ತಿದ್ದಾರೆ. ದಕ್ಷಿಣ ಕನ್ನಡದ ಜನ ಪ್ರಜ್ಞಾವಂತಿಕೆಯ ಜೊತೆಗೆ ಸ್ವಂತ ತಿಳುವಳಿಕೆ ಉಳ್ಳವರು. ಇಂತಹವರು ಸೃಷ್ಟಿಸುವ ಕರಾವಳಿಯ ಜನ ಬಿಜೆಪಿಯ ಹುನ್ನಾರ ಅರಿಯಬೇಕಿದೆ. ಇಲ್ಲದಿದ್ದರೆ ಬಿಜೆಪಿಯವರ ಕೆಟ್ಟ ರಾಜಕಾರಣಕ್ಕೆ ಜಿಲ್ಲೆಯ ನೆಮ್ಮದಿಯೇ ಹಾಳಾಗಲಿದೆ ಎಂದು ಕಿಡಿಕಾರಿದ್ದಾರೆ. [510,907,754,1060]
phone-1: 94484 41484 [1269,743,1457,771]
weather-row-1: ಬುಧ : ಗರಿಷ್ಠ : 40°, ಕನಿಷ್ಠ : 29° [1283,876,1443,892]
a1-caption: ಏಳು ವರ್ಷ ಜೈಲು ಶಿಕ್ಷೆಗೆ ಗುರಿಯಾಗಿರುವ ಜನಾರ್ದನ ರೆಡ್ಡಿ ಅವರ ಶಾಸಕ ಸ್ಥಾನಕ್ಕೆ ಕುತ್ತು ಬರುವ ಸಾಧ್ಯತೆ ಇದೆ. ಇನ್ನು, ಇದೇ ಪ್ರಕರಣದಲ್ಲಿ ಬಿ.ವಿ.ಶ್ರೀನಿವಾಸ್ ರೆಡ್ಡಿ, ಐಎಎಸ್ ಅಧಿಕಾರಿ ವಿ.ಡಿ.ರಾಜಗೋಪಾಲ್, ಡಿ. ರಾವ್ ಲಿಂಗಾರೆಡ್ಡಿ, ಕೆ.ಮೆಹಫೂಜ್ ಅಲಿ ಖಾನ್ ಕೂಡ ಅಪರಾಧಿ ಎಂದು ಕೋರ್ಟ್?? ತೀರ್ಪು ನೀಡಿದೆ. [395,441,754,506]
a8-headline-4: ಜನ ಸಂಪರ್ಕ ಸಭೆ [1278,1542,1449,1576]
a1-caption-tail: ಜನಾರ್ದನ ರೆಡ್ಡಿ ಅಕ್ರಮ ಗಣಿಗಾರಿಕೆ ಕೇಸ್: ಸಿ [395,530,563,544]
a7-body-col-1: ಬೆಂಗಳೂರು: ರಾಜ್ಯದ ಒಂದೇ ಒಂದು ಗ್ರಾಮದಲ್ಲೂ ಶುದ್ಧ ಕುಡಿಯುವ ನೀರಿಗೆ ಅಭಾವವಾಗದಂತೆ ಕಾಳಜಿಯಿಂದ ಕ್ರಮ ಕೈಗೊಳ್ಳಬೇಕು. ಗ್ರಾಮೀಣ ಕುಡಿಯುವ ನೀರು ಸಮಸ್ಯೆ ಎದುರಾಗಬಾರದು ಎಂದು ಅಧಿಕಾರಿಗಳಿಗೆ ಮುಖ್ಯಮಂತ್ರಿ ಸಿದ್ದರಾಮಯ್ಯ ಅವರು ಖಡಕ್ ಸೂಚನೆ ನೀಡಿದ್ದಾರೆ. ಸೋಮವಾರ ವಿಧಾನಸೌಧದಲ್ಲಿ ನಡೆದ ಗ್ರಾಮೀಣ ಪ್ರದೇಶದಲ್ಲಿ ಕುಡಿಯುವ ನೀರಿನ ಸಮಸ್ಯೆ ಕುರಿತು ಜಿಲ್ಲಾಧಿಕಾರಿಗಳು ಹಾಗೂ ಉಸ್ತುವಾರಿ ಕಾರ್ಯದರ್ಶಿಗಳ ಜೊತೆ ವಿಡಿಯೋ ಸಂವಾದ ನಡೆಸಿದರು. ರಾಜ್ಯದ ಎಲ್ಲಿಯೂ ಕುಡಿಯುವ ನೀರಿಗೆ ತೊಂದರೆಯಾಗದಂತೆ ಕಾರ್ಯ ನಿರ್ವಹಿಸಬೇಕು. ಕುಡಿಯುವ ನೀರಿನ ಪೂರೈಕೆಗೆ ಹಣಕಾಸು ಕೊರತೆಯಿಲ್ಲ. ಪಂಚಾಯತ್ ರಾಜ್ ಇಲಾಖೆಗೆ 60 ಕೋಟಿ ರೂ. ಈಗಾಗಲೇ ಬಿಡುಗಡೆ ಮಾಡಲಾಗಿದೆ. ಜಿಲ್ಲೆಗಳಲ್ಲಿ ತುರ್ತು ಕುಡಿಯುವ ನೀರಿನ ಪೂರೈಕೆಗೆ ಜಿಲ್ಲಾಧಿಕಾರಿಗಳ ಟಾಸ್ಕ್ ಫೋರ್ಸ್ ನಿಂದ ಹಣ ಒದಗಿಸಲಾಗುವುದು. ಪ್ರತಿ ವರ್ಷ ಕುಡಿಯುವ ನೀರಿನ ತೊಂದರೆ ಎದುರಿಸುತ್ತಿರುವ ಗ್ರಾಮಗಳಲ್ಲಿ [16,1874,245,2146]
weather-title: ಹವಾಮಾನ [1234,851,1492,875]
weather-row-4: ಗುರು : ಗರಿಷ್ಠ : 41°, ಕನಿಷ್ಠ : 30° [1283,959,1444,974]
sidebar-brand-2: ಹೊಸಪೇಟೆ ಟೈಮ್ಸ್ [1236,223,1491,256]
a4-headline-1: ಕುಟುಂಬದ ಏಳಿಗೆಗೆ ಮಹಿಳೆಯ ಶ್ರಮ [827,700,1154,732]
ads-text: ಹುಟ್ಟು ಹಬ್ಬದ ಶುಭಾಶಯಗಳು, ವಿದೇಶ ಪ್ರಯಾಣ, ಸ್ವದೇಶಾಗಮನ, ವಧು-ವರರ ಅನ್ವೇಷಣ ಜಾಹೀರಾತುಗಳು, ಜೋತಿಷ್ಯ, ಶ್ರದ್ಧಾಂಜಲಿ, ಮೃತ್ಯು ತಿಥಿ, ಅಭಿನಂದನೆಗಳು, ಹಬ್ಬದ ಮತ್ತು ಇತರೆ ಭಾವನಾತ್ಮಕ ಶುಭಾಶಯಗಳು, ಬೇಕಾಗಿದ್ದಾರೆ, ಮಾರಾಟ, ಬಾಡಿಗೆ, ಇತ್ಯಾದಿಗಳಿಗೆ ಸಂಪರ್ಕಿಸಿ : [1238,449,1488,539]
a7-body-col-3: ಹಳ್ಳಿಗಳಲ್ಲಿ ಕುಡಿಯುವ ನೀರಿನ ಸಮಸ್ಯೆ ಎದುರಾಗುವಂತಿಲ್ಲ. ಪ್ರಸ್ತುತ 551 ಗ್ರಾಮಗಳಲ್ಲಿ ಕುಡಿಯುವ ನೀರಿನ ಸಮಸ್ಯೆ ಇದ್ದು, 123 ಗ್ರಾಮಗಳಲ್ಲಿ ಟ್ಯಾಂಕರ್ ಮೂಲಕ ನೀರು ಪೂರೈಕೆ ಮಾಡಲಾಗುತ್ತಿದೆ. ಅಗತ್ಯ ಸಂದರ್ಭದಲ್ಲಿ ಖಾಸಗಿ ಬೋರ್‌ವೆಲ್ ಗಳನ್ನು ಗುರುತಿಸಲಾಗಿದೆ. 480 ಖಾಸಗಿ ಬೋರ್‌ವೆಲ್‌ಗಳನ್ನು ಬಾಡಿಗೆ ಆಧಾರದಲ್ಲಿ ಪಡೆದು ನೀರು ಒದಗಿಸಲಾಗುತ್ತಿದೆ. ಎಲ್ಲಾ ಜಲಾಶಯಗಳಲ್ಲಿ ಶೇ.50ರಷ್ಟು ನೀರು ಸಂಗ್ರಹವಿದ್ದು, ಯಾವುದೇ ತೊಂದರೆಯಿಲ್ಲ. ರಾಜ್ಯದ ಯಾವುದೇ ಗ್ರಾಮದಲ್ಲೂ ಕುಡಿಯುವ ನೀರಿನ ಸಮಸ್ಯೆ ಎದುರಾಗಬಾರದು ಎಂದು ಸೂಚನೆ ನೀಡಿದರು. [510,2122,754,2274]
a3-photo [510,670,754,900]
office-label: ಕಚೇರಿ ವಿಳಾಸ [1328,264,1398,284]
a4-headline-2: ಶ್ಲಾಘನೀಯ– ಜಿಲ್ಲಾ ಪಂಚಾಯತ [844,757,1136,789]
a7-headline-1: ರಾಜ್ಯದ ಯಾವುದೇ ಗ್ರಾಮದಲ್ಲೂ ಕುಡಿಯುವ ನೀರಿನ ಸಮಸ್ಯೆ [107,1764,662,1798]
a1-headline-1: ಅಕ್ರಮ ಗಣಿಗಾರಿಕೆ: ಗಂಗಾವತಿ ಶಾಸಕ ಜನಾರ್ದನ ರೆಡ್ಡಿಗೆ [71,75,698,117]
masthead-paper-name: ಹೊಸಪೇಟೆ ಟೈಮ್ಸ್ [754,5,914,37]
a1-photo [395,204,754,433]
a7-headline-2: ಎದುರಾಗಬಾರದು: ಅಧಿಕಾರಿಗಳಿಗೆ ಸಿಎಂ ಸಿದ್ದರಾಮಯ್ಯ ಸೂಚನೆ [89,1818,680,1853]
masthead [11,0,1503,43]
a8-body: ಬಳ್ಳಾರಿ: ಬಳ್ಳಾರಿ ವಿಭಾಗದ ಲೋಕಾಯುಕ್ತ ಪೊಲೀಸ್ ಅಧಿಕಾರಿಗಳಿಂದ ಜಿಲ್ಲೆಯ ವಿವಿಧ ತಾಲ್ಲೂಕು ಕೇಂದ್ರಗಳಲ್ಲಿ ಸಾರ್ವಜನಿಕರಿಂದ ಕುಂದುಕೊರತೆಗಳ ಅಹವಾಲುಗಳ ಸ್ವೀಕಾರ/ಜನ ಸಂಪರ್ಕ ಸಭೆ ಏರ್ಪಡಿಸಲಾಗಿದೆ ಎಂದು ಬಳ್ಳಾರಿ ವಿಭಾಗದ ಲೋಕಾಯುಕ್ತ ಪೊಲೀಸ್ ಅಧೀಕ್ಷಕ ಸಿದ್ದರಾಜು ಕೆ.ಸಿ ಅವರು ತಿಳಿಸಿದ್ದಾರೆ. ಪೊಲೀಸ್ ಅಧೀಕ್ಷಕರಾದ ಸಿದ್ದರಾಜು.ಕೆ.ಸಿ ಮಾರ್ಗದರ್ಶನದಲ್ಲಿ ಪೊಲೀಸ್ ನಿರೀಕ್ಷಕರಾದ ಸುರೇಶ್.ಎಂ.ಬಾಬು ಮತ್ತು ನಾಗರೆಡ್ಡಿ ಅವರ ನೇತೃತ್ವದಲ್ಲಿ ಬಳ್ಳಾರಿ, ಕುರುಗೋಡು, ಸಂಡೂರು ತಾಲ್ಲೂಕು ಕಚೇರಿ ಸಭಾಂಗಣಗಳಲ್ಲಿ ಸಾರ್ವಜನಿಕರ ಅಹವಾಲುಗಳ ಸ್ವೀಕಾರದ ಕಾರ್ಯಕ್ರಮ ನಡೆಯಲಿದೆ. ಅಹವಾಲು ಸ್ವೀಕರಿಸುವ ದಿನ ಮತ್ತು ಸ್ಥಳ: ಮೇ 07 ರಂದು ಬೆಳಿಗ್ಗೆ 11.30 ಗಂಟೆಯಿಂದ ಮಧ್ಯಾಹ್ನ 02 ಗಂಟೆಯವರೆಗೆ ಬಳ್ಳಾರಿ ಹೊಸ ತಹಶೀಲ್ದಾರ್ ಕಚೇರಿ ಸಭಾಂಗಣ. ಮೇ 14 ರಂದು ಬೆಳಿಗ್ಗೆ 11.30 ಗಂಟೆಯಿಂದ ಮಧ್ಯಾಹ್ನ 02 ಗಂಟೆಯವರೆಗೆ ಕುರುಗೋಡು ತಹಶೀಲ್ದಾರ್ ಕಚೇರಿ ಸಭಾಂಗಣ. ಮೇ 17 ರಂದು ಬೆಳಿಗ್ಗೆ 11.30 ಗಂಟೆಯಿಂದ ಮಧ್ಯಾಹ್ನ 02 ಗಂಟೆಯವರೆಗೆ ಸಂಡೂರು ತಹಶೀಲ್ದಾರ್ ಕಚೇರಿ ಸಭಾಂಗಣ ಮತ್ತು ಮೇ 23 ರಂದು ಬೆಳಿಗ್ಗೆ 11.30 ಗಂಟೆಯಿಂದ ಮಧ್ಯಾಹ್ನ 02 ಗಂಟೆಯವರೆಗೆ ಕಂಪ್ಲಿ ತಹಶೀಲ್ದಾರ್ ಕಚೇರಿ ಸಭಾಂಗಣದಲ್ಲಿ ಏರ್ಪಡಿಸಲಾಗಿದೆ. ಕಾರ್ಯಕ್ರಮದಲ್ಲಿ ಕರ್ನಾಟಕ ಲೋಕಾಯುಕ್ತ ಬೆಂಗಳೂರು ಇವರಿಗೆ ಅರ್ಜಿ ಸಲ್ಲಿಸಲು ನಮೂನೆ/ಫಾರಂ ನಂ.01 ಮತ್ತು 02 ಗಳನ್ನು ಸಹ ನೀಡಲಾಗುವುದು. ಕುಂದುಕೊರತೆಗಳ ಬಗ್ಗೆ ಸಾರ್ವಜನಿಕರು ದೂರುಗಳಿದ್ದಲ್ಲಿ ನಿಗದಿಪಡಿಸಿದ ದಿನದಂದು ಅರ್ಜಿ ನಮೂನೆಯಲ್ಲಿ ಅಹವಾಲು ನೀಡಬಹುದು ಎಂದು ಅವರು ಪ್ರಕಟಣೆಯಲ್ಲಿ ತಿಳಿಸಿದ್ದಾರೆ. [1230,1616,1498,2009]
column-rule-2 [1218,47,1220,2404]
weather-city: ಹೊಸಪೇಟೆ [1234,917,1492,937]
a3-headline-2: ಸುಹಾಸ್‌ನನ್ನು ರೌಡಿ ಪಟ್ಟಿಗೆ ಸೇರಿಸಿದ್ದರು.?: ದಿನೇಶ್ ಗುಂಡೂರಾವ್ [87,614,681,646]
